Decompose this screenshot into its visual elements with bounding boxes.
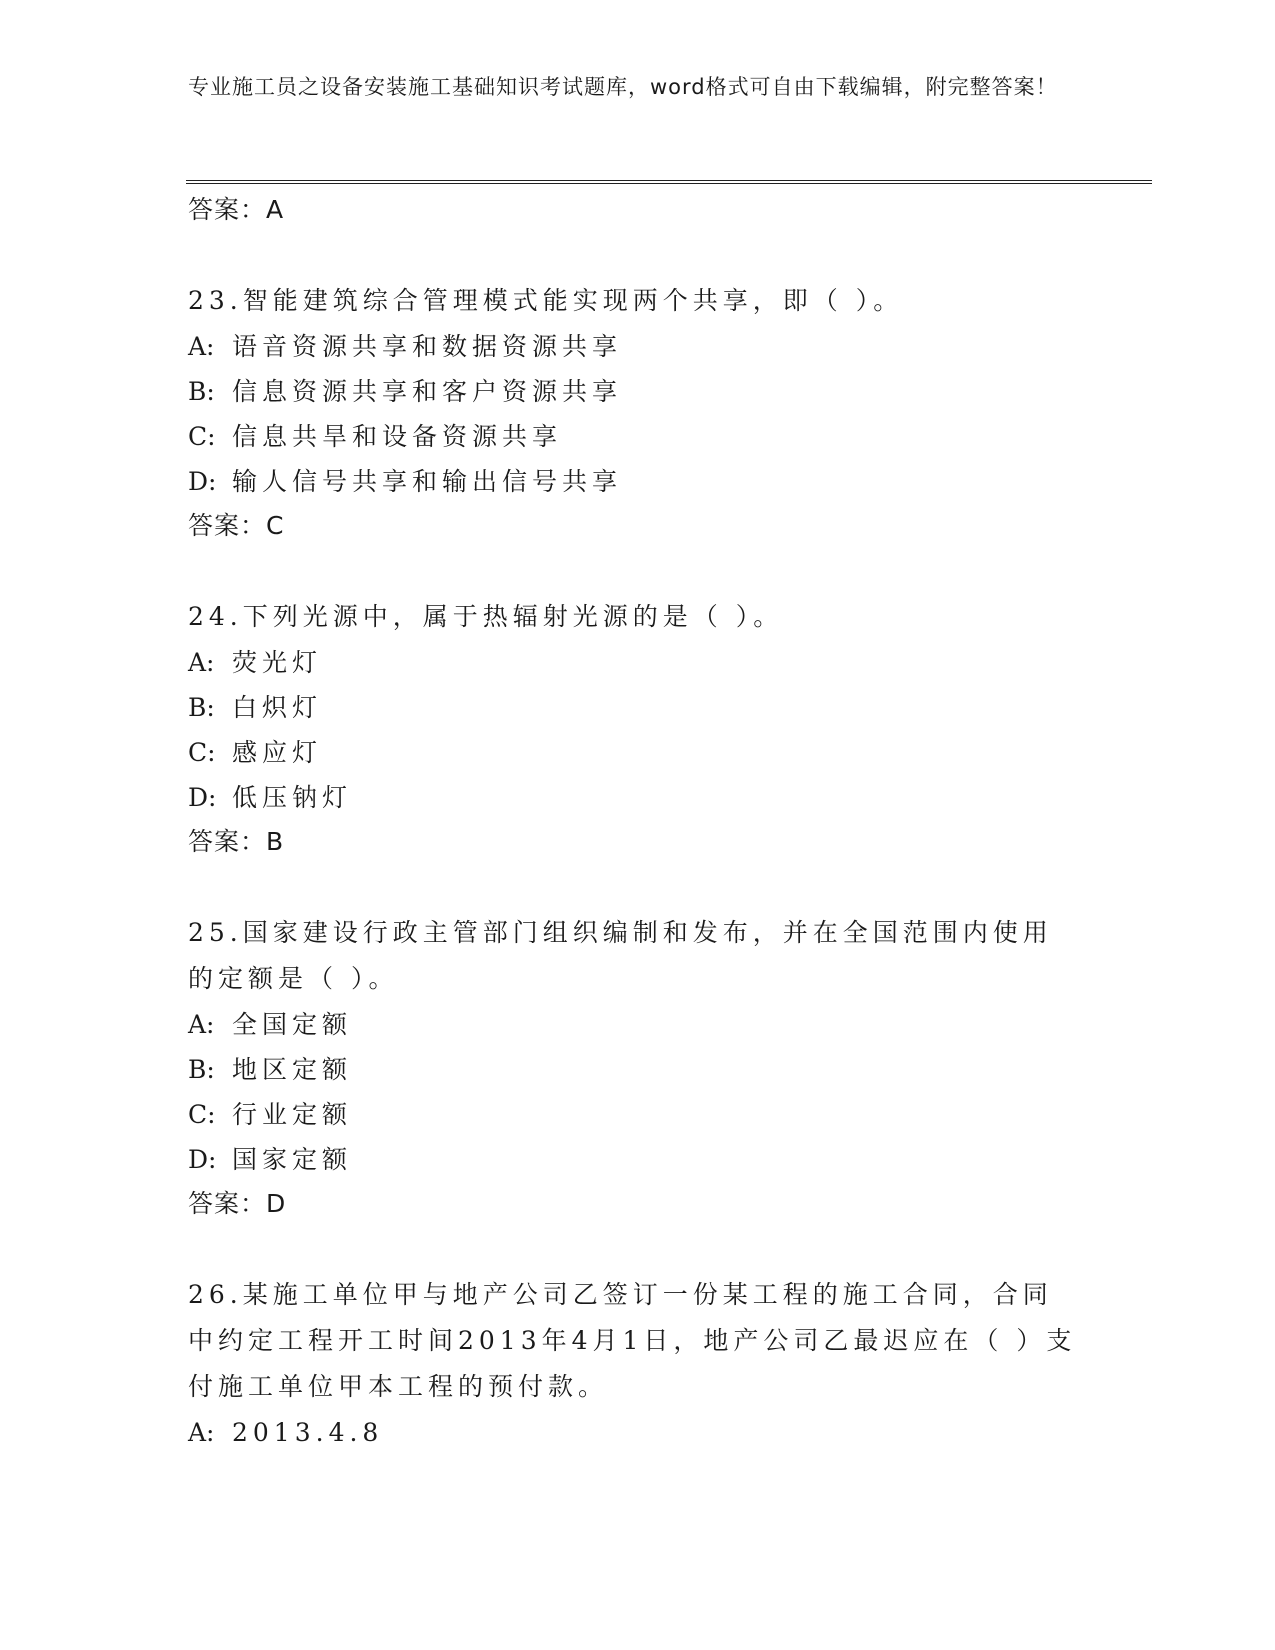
option-d [188, 1137, 1078, 1182]
answer-line: 答案：B [188, 827, 285, 856]
option-text: 行业定额 [232, 1100, 353, 1129]
answer-line: 答案：D [188, 1189, 287, 1218]
header-divider [186, 180, 1152, 184]
question-list [188, 188, 1078, 1455]
option-letter: A: [188, 1418, 215, 1447]
document-header [188, 70, 1068, 104]
option-text: 全国定额 [232, 1010, 353, 1039]
option-letter: C: [188, 1100, 216, 1129]
option-letter: B: [188, 1055, 215, 1084]
option-d [188, 775, 1078, 820]
option-letter: A: [188, 648, 215, 677]
answer-line: 答案：C [188, 511, 285, 540]
answer-line: 答案：A [188, 195, 285, 224]
question-stem: 23.智能建筑综合管理模式能实现两个共享，即（ ）。 [188, 286, 904, 315]
option-text: 地区定额 [232, 1055, 353, 1084]
option-letter: C: [188, 422, 216, 451]
option-text: 2013.4.8 [232, 1418, 384, 1447]
option-text: 信息共旱和设备资源共享 [232, 422, 563, 451]
question-block [188, 278, 1078, 550]
option-b [188, 1047, 1078, 1092]
option-c [188, 1092, 1078, 1137]
question-block [188, 1272, 1078, 1455]
option-letter: D: [188, 1145, 217, 1174]
option-letter: B: [188, 693, 215, 722]
question-stem: 25.国家建设行政主管部门组织编制和发布，并在全国范围内使用的定额是（ ）。 [188, 918, 1053, 993]
option-text: 荧光灯 [232, 648, 323, 677]
question-stem: 24.下列光源中，属于热辐射光源的是（ ）。 [188, 602, 784, 631]
option-text: 白炽灯 [232, 693, 323, 722]
option-b [188, 369, 1078, 414]
option-letter: B: [188, 377, 215, 406]
option-a [188, 640, 1078, 685]
option-text: 输人信号共享和输出信号共享 [232, 467, 623, 496]
question-stem: 26.某施工单位甲与地产公司乙签订一份某工程的施工合同，合同中约定工程开工时间2013年4月1日，地产公司乙最迟应在（ ）支付施工单位甲本工程的预付款。 [188, 1280, 1077, 1401]
option-b [188, 685, 1078, 730]
option-text: 感应灯 [232, 738, 323, 767]
option-letter: D: [188, 783, 217, 812]
option-text: 语音资源共享和数据资源共享 [232, 332, 623, 361]
option-text: 国家定额 [232, 1145, 353, 1174]
option-letter: A: [188, 1010, 215, 1039]
option-a [188, 1002, 1078, 1047]
header-text: 专业施工员之设备安装施工基础知识考试题库，word格式可自由下载编辑，附完整答案！ [188, 75, 1058, 99]
option-text: 低压钠灯 [232, 783, 353, 812]
option-a [188, 1410, 1078, 1455]
option-letter: A: [188, 332, 215, 361]
option-d [188, 459, 1078, 504]
option-c [188, 414, 1078, 459]
question-block [188, 594, 1078, 866]
question-block [188, 910, 1078, 1228]
option-c [188, 730, 1078, 775]
option-a [188, 324, 1078, 369]
option-letter: C: [188, 738, 216, 767]
option-text: 信息资源共享和客户资源共享 [232, 377, 623, 406]
option-letter: D: [188, 467, 217, 496]
